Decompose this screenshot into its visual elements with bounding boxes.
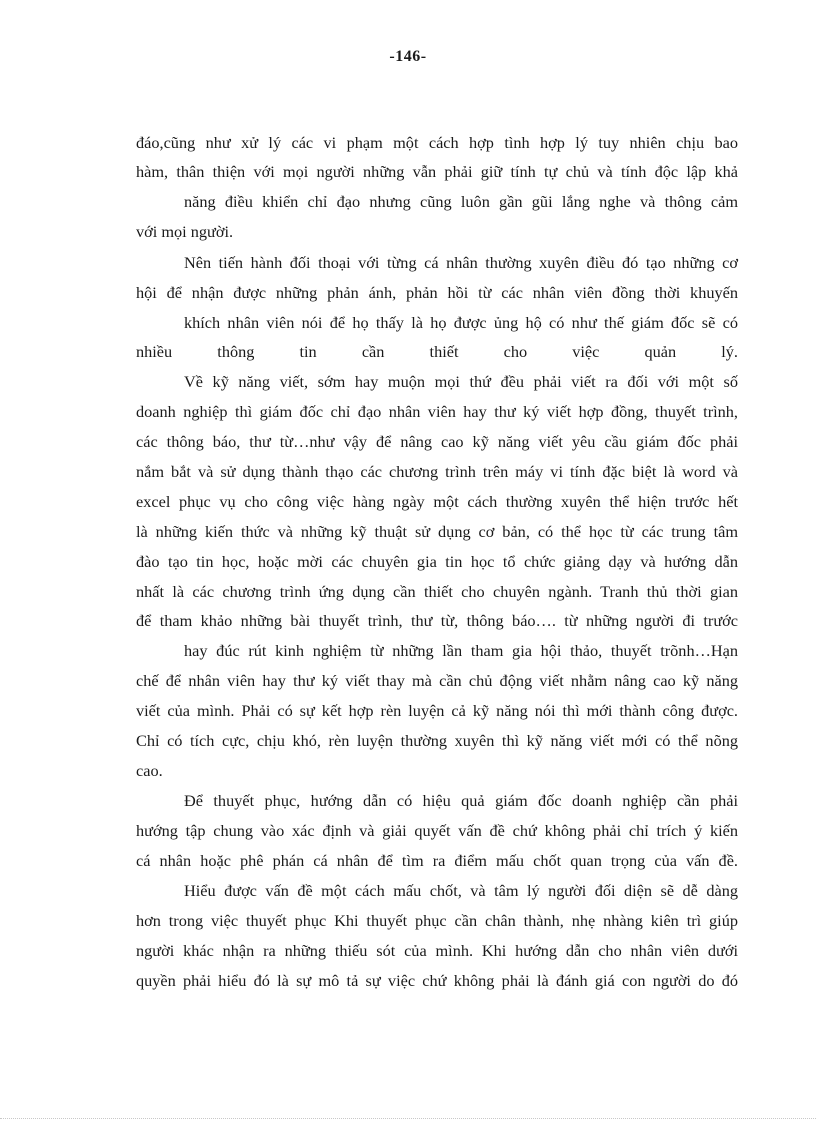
text-line: Chỉ có tích cực, chịu khó, rèn luyện thường xuyên thì kỹ năng viết mới có thể nõng (136, 731, 738, 750)
text-line: chế để nhân viên hay thư ký viết thay mà cần chủ động viết nhằm nâng cao kỹ năng (136, 671, 738, 690)
text-line: hơn trong việc thuyết phục Khi thuyết phục cần chân thành, nhẹ nhàng kiên trì giúp (136, 911, 738, 930)
text-line: người khác nhận ra những thiếu sót của mình. Khi hướng dẫn cho nhân viên dưới (136, 941, 738, 960)
text-line: hướng tập chung vào xác định và giải quyết vấn đề chứ không phải chỉ trích ý kiến (136, 821, 738, 840)
text-line: khích nhân viên nói để họ thấy là họ được ủng hộ có như thế giám đốc sẽ có (184, 313, 738, 332)
text-line: Để thuyết phục, hướng dẫn có hiệu quả giám đốc doanh nghiệp cần phải (184, 791, 738, 810)
text-line: nhất là các chương trình ứng dụng cần thiết cho chuyên ngành. Tranh thủ thời gian (136, 582, 738, 601)
text-line: hay đúc rút kinh nghiệm từ những lần tham gia hội thảo, thuyết trõnh…Hạn (184, 641, 738, 660)
text-line: excel phục vụ cho công việc hàng ngày một cách thường xuyên thể hiện trước hết (136, 492, 738, 511)
text-line: cá nhân hoặc phê phán cá nhân để tìm ra điểm mấu chốt quan trọng của vấn đề. (136, 851, 738, 870)
text-line: cao. (136, 761, 163, 780)
text-line: doanh nghiệp thì giám đốc chỉ đạo nhân viên hay thư ký viết hợp đồng, thuyết trình, (136, 402, 738, 421)
page-bottom-border (0, 1118, 816, 1119)
text-line: các thông báo, thư từ…như vậy để nâng cao kỹ năng viết yêu cầu giám đốc phải (136, 432, 738, 451)
text-line: là những kiến thức và những kỹ thuật sử dụng cơ bản, có thể học từ các trung tâm (136, 522, 738, 541)
text-line: năng điều khiển chỉ đạo nhưng cũng luôn gần gũi lắng nghe và thông cảm (184, 192, 738, 211)
text-line: Hiểu được vấn đề một cách mấu chốt, và tâm lý người đối diện sẽ dễ dàng (184, 881, 738, 900)
page-number: -146- (389, 48, 427, 65)
text-line: viết của mình. Phải có sự kết hợp rèn luyện cả kỹ năng nói thì mới thành công được. (136, 701, 738, 720)
text-line: với mọi người. (136, 222, 234, 241)
text-line: hàm, thân thiện với mọi người những vẫn phải giữ tính tự chủ và tính độc lập khả (136, 162, 738, 181)
text-line: hội để nhận được những phản ánh, phản hồi từ các nhân viên đồng thời khuyến (136, 283, 738, 302)
text-line: để tham khảo những bài thuyết trình, thư từ, thông báo…. từ những người đi trước (136, 611, 738, 630)
text-line: Nên tiến hành đối thoại với từng cá nhân thường xuyên điều đó tạo những cơ (184, 253, 738, 272)
text-line: nắm bắt và sử dụng thành thạo các chương trình trên máy vi tính đặc biệt là word và (136, 462, 738, 481)
text-line: đào tạo tin học, hoặc mời các chuyên gia tin học tổ chức giảng dạy và hướng dẫn (136, 552, 738, 571)
text-line: quyền phải hiểu đó là sự mô tả sự việc chứ không phải là đánh giá con người do đó (136, 971, 738, 990)
text-line: nhiều thông tin cần thiết cho việc quản lý. (136, 342, 738, 361)
text-line: đáo,cũng như xử lý các vi phạm một cách hợp tình hợp lý tuy nhiên chịu bao (136, 133, 738, 152)
text-line: Về kỹ năng viết, sớm hay muộn mọi thứ đều phải viết ra đối với một số (184, 372, 738, 391)
